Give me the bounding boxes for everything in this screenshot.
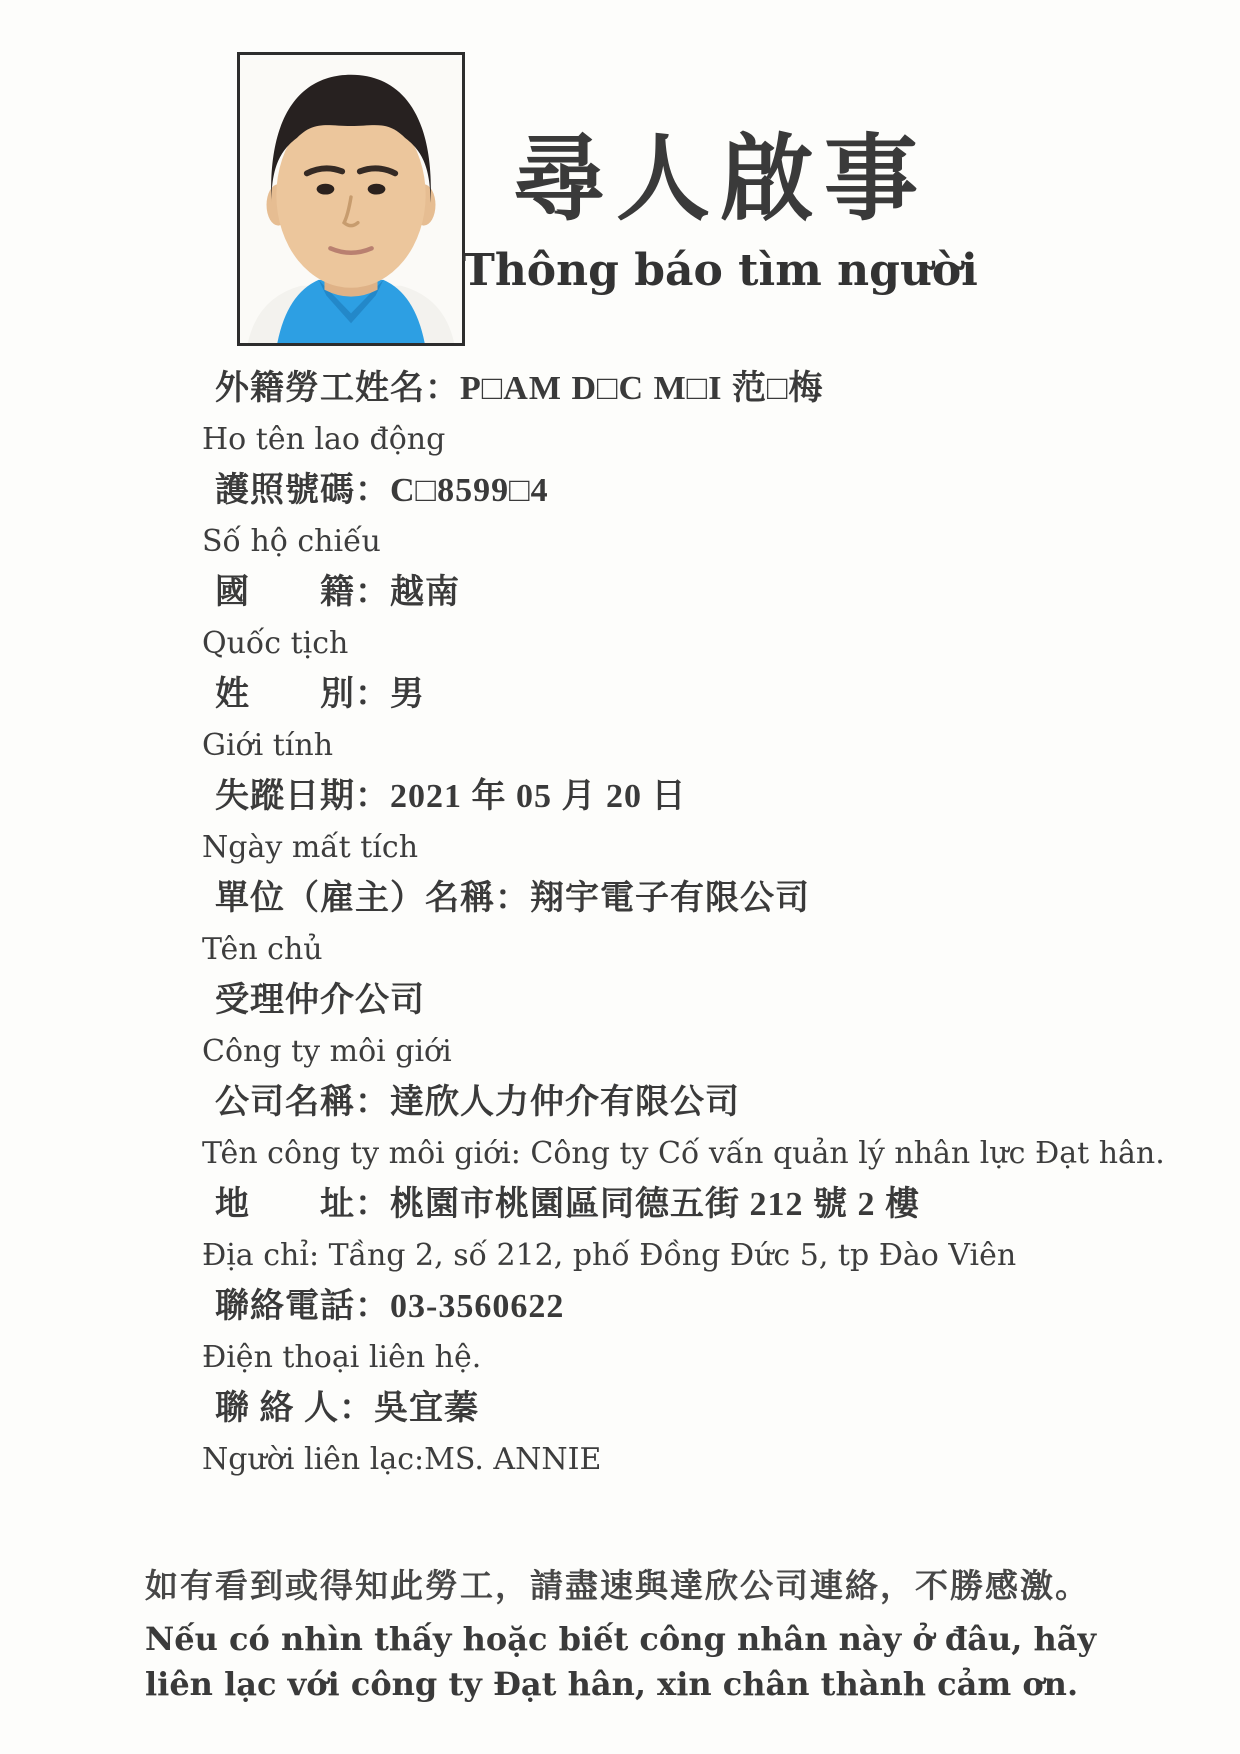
- field-row-agency-name: [202, 1076, 1212, 1178]
- field-row-contact-person: [202, 1382, 1212, 1484]
- page-title-vi: Thông báo tìm người: [462, 245, 978, 297]
- field-list: [202, 362, 1212, 1484]
- footer-note-vi: Nếu có nhìn thấy hoặc biết công nhân này ở đâu, hãy liên lạc với công ty Đạt hân, xin chân thành cảm ơn.: [145, 1620, 1097, 1703]
- field-zh-employer: 單位（雇主）名稱：翔宇電子有限公司: [215, 880, 810, 917]
- field-vi-agency-section: Công ty môi giới: [202, 1034, 452, 1069]
- field-row-worker-name: [202, 362, 1212, 464]
- field-vi-gender: Giới tính: [202, 728, 334, 763]
- field-zh-nationality: 國 籍：越南: [215, 574, 460, 611]
- field-vi-employer: Tên chủ: [202, 932, 323, 967]
- footer-note-zh: 如有看到或得知此勞工，請盡速與達欣公司連絡，不勝感激。: [145, 1566, 1090, 1605]
- field-row-agency-section: [202, 974, 1212, 1076]
- portrait-photo: [237, 52, 465, 346]
- field-row-address: [202, 1178, 1212, 1280]
- field-zh-worker-name: 外籍勞工姓名：P□AM D□C M□I 范□梅: [215, 370, 824, 407]
- footer-note: [145, 1563, 1160, 1707]
- field-zh-phone: 聯絡電話：03-3560622: [215, 1288, 565, 1325]
- field-vi-passport: Số hộ chiếu: [202, 524, 381, 559]
- field-zh-passport: 護照號碼：C□8599□4: [215, 472, 549, 509]
- field-row-phone: [202, 1280, 1212, 1382]
- field-row-missing-date: [202, 770, 1212, 872]
- field-vi-phone: Điện thoại liên hệ.: [202, 1340, 482, 1375]
- field-vi-missing-date: Ngày mất tích: [202, 830, 419, 865]
- field-row-passport: [202, 464, 1212, 566]
- field-vi-address: Địa chỉ: Tầng 2, số 212, phố Đồng Đức 5, tp Đào Viên: [202, 1238, 1017, 1273]
- field-row-employer: [202, 872, 1212, 974]
- page-title-zh: 尋人啟事: [511, 125, 928, 234]
- field-row-gender: [202, 668, 1212, 770]
- field-vi-contact-person: Người liên lạc:MS. ANNIE: [202, 1442, 602, 1477]
- field-vi-nationality: Quốc tịch: [202, 626, 349, 661]
- field-vi-worker-name: Ho tên lao động: [202, 422, 446, 457]
- field-zh-agency-section: 受理仲介公司: [215, 982, 425, 1019]
- field-zh-contact-person: 聯 絡 人：吳宜蓁: [215, 1390, 479, 1427]
- portrait-illustration: [240, 55, 462, 343]
- notice-header: [450, 125, 990, 297]
- field-vi-agency-name: Tên công ty môi giới: Công ty Cố vấn quản lý nhân lực Đạt hân.: [202, 1136, 1165, 1171]
- field-zh-address: 地 址：桃園市桃園區同德五街 212 號 2 樓: [215, 1186, 920, 1223]
- field-row-nationality: [202, 566, 1212, 668]
- field-zh-agency-name: 公司名稱：達欣人力仲介有限公司: [215, 1084, 740, 1121]
- field-zh-gender: 姓 別：男: [215, 676, 425, 713]
- field-zh-missing-date: 失蹤日期：2021 年 05 月 20 日: [215, 778, 687, 815]
